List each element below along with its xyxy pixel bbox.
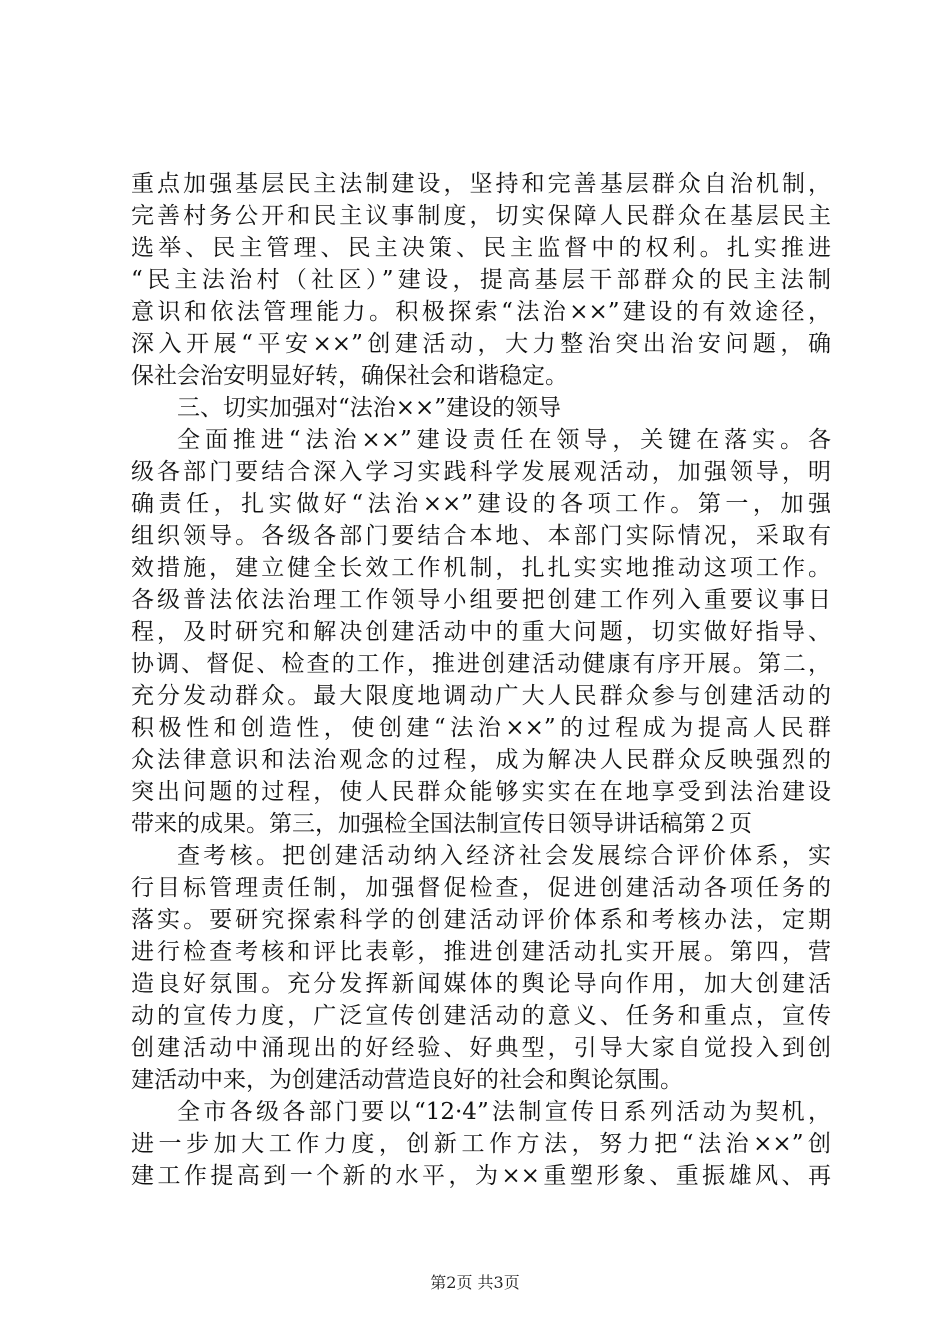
text-line: 组织领导。各级各部门要结合本地、本部门实际情况，采取有	[131, 523, 831, 549]
text-line: 带来的成果。第三，加强检全国法制宣传日领导讲话稿第２页	[131, 811, 752, 837]
text-line: 建工作提高到一个新的水平，为××重塑形象、重振雄风、再	[131, 1163, 831, 1189]
text-line: 全面推进“法治××”建设责任在领导，关键在落实。各	[177, 427, 831, 453]
text-line: 突出问题的过程，使人民群众能够实实在在地享受到法治建设	[131, 779, 831, 805]
text-line: 建活动中来，为创建活动营造良好的社会和舆论氛围。	[131, 1067, 683, 1093]
text-line: 充分发动群众。最大限度地调动广大人民群众参与创建活动的	[131, 683, 831, 709]
text-line: 重点加强基层民主法制建设，坚持和完善基层群众自治机制，	[131, 171, 831, 197]
text-line: 全市各级各部门要以“12·4”法制宣传日系列活动为契机，	[177, 1099, 831, 1125]
text-line: 行目标管理责任制，加强督促检查，促进创建活动各项任务的	[131, 875, 831, 901]
text-line: 级各部门要结合深入学习实践科学发展观活动，加强领导，明	[131, 459, 831, 485]
text-line: “民主法治村（社区）”建设，提高基层干部群众的民主法制	[131, 267, 831, 293]
text-line: 查考核。把创建活动纳入经济社会发展综合评价体系，实	[177, 843, 831, 869]
text-line: 深入开展“平安××”创建活动，大力整治突出治安问题，确	[131, 331, 831, 357]
page-number-label: 第2页 共3页	[430, 1273, 520, 1292]
text-line: 保社会治安明显好转，确保社会和谐稳定。	[131, 363, 568, 389]
text-line: 落实。要研究探索科学的创建活动评价体系和考核办法，定期	[131, 907, 831, 933]
document-body	[131, 168, 831, 1192]
text-line: 动的宣传力度，广泛宣传创建活动的意义、任务和重点，宣传	[131, 1003, 831, 1029]
text-line: 各级普法依法治理工作领导小组要把创建工作列入重要议事日	[131, 587, 831, 613]
text-line: 意识和依法管理能力。积极探索“法治××”建设的有效途径，	[131, 299, 831, 325]
text-line: 效措施，建立健全长效工作机制，扎扎实实地推动这项工作。	[131, 555, 831, 581]
text-line: 众法律意识和法治观念的过程，成为解决人民群众反映强烈的	[131, 747, 831, 773]
text-line: 造良好氛围。充分发挥新闻媒体的舆论导向作用，加大创建活	[131, 971, 831, 997]
text-line: 创建活动中涌现出的好经验、好典型，引导大家自觉投入到创	[131, 1035, 831, 1061]
text-line: 协调、督促、检查的工作，推进创建活动健康有序开展。第二，	[131, 651, 831, 677]
text-line: 确责任，扎实做好“法治××”建设的各项工作。第一，加强	[131, 491, 831, 517]
text-line: 进一步加大工作力度，创新工作方法，努力把“法治××”创	[131, 1131, 831, 1157]
text-line: 选举、民主管理、民主决策、民主监督中的权利。扎实推进	[131, 235, 831, 261]
text-line: 积极性和创造性，使创建“法治××”的过程成为提高人民群	[131, 715, 831, 741]
page-footer	[0, 1272, 950, 1294]
text-line: 完善村务公开和民主议事制度，切实保障人民群众在基层民主	[131, 203, 831, 229]
text-line: 进行检查考核和评比表彰，推进创建活动扎实开展。第四，营	[131, 939, 831, 965]
text-line: 三、切实加强对“法治××”建设的领导	[177, 395, 562, 421]
text-line: 程，及时研究和解决创建活动中的重大问题，切实做好指导、	[131, 619, 831, 645]
